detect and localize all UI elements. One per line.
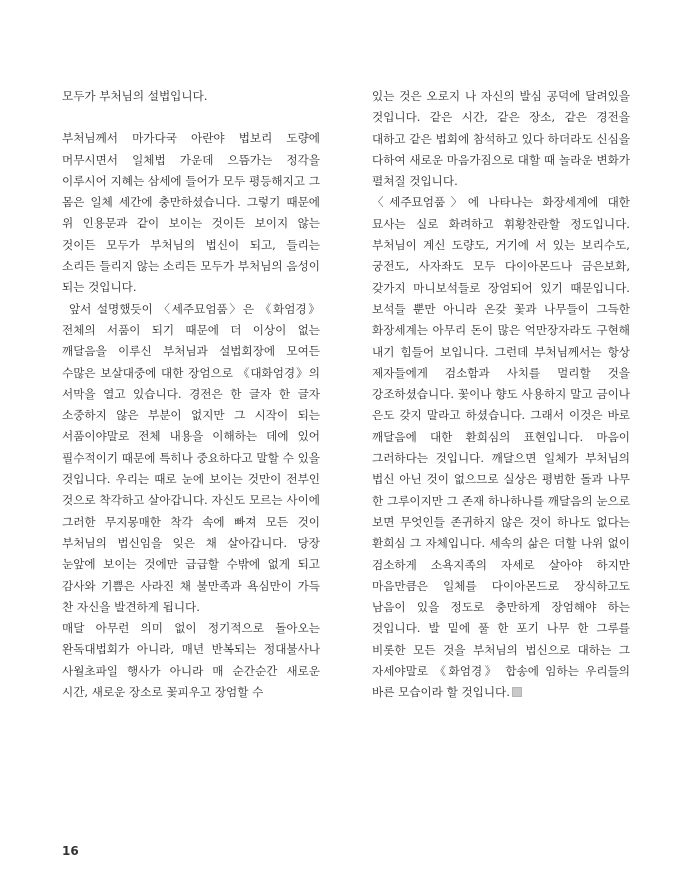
text-column-left — [62, 86, 320, 703]
paragraph-text: 〈세주묘엄품〉에 나타나는 화장세계에 대한 묘사는 실로 화려하고 휘황찬란할 정도입니다. 부처님이 계신 도량도, 거기에 서 있는 보리수도, 궁전도, 사자좌도 모두 다이아몬드나 금은보화, 갖가지 마니보석들로 장엄되어 있기 때문입니다. 보석들 뿐만 아니라 온갖 꽃과 나무들이 그득한 화장세계는 아무리 돈이 많은 억만장자라도 구현해 내기 힘들어 보입니다. 그런데 부처님께서는 항상 제자들에게 검소함과 사치를 멀리할 것을 강조하셨습니다. 꽃이나 향도 사용하지 말고 금이나 은도 갖지 말라고 하셨습니다. 그래서 이것은 바로 깨달음에 대한 환희심의 표현입니다. 마음이 그러하다는 것입니다. 깨달으면 일체가 부처님의 법신 아닌 것이 없으므로 실상은 평범한 돌과 나무 한 그루이지만 그 존재 하나하나를 깨달음의 눈으로 보면 무엇인들 존귀하지 않은 것이 하나도 없다는 환희심 그 자체입니다. 세속의 삶은 더할 나위 없이 검소하게 소욕지족의 자세로 살아야 하지만 마음만큼은 일체를 다이아몬드로 장식하고도 남음이 있을 정도로 충만하게 장엄해야 하는 것입니다. 발 밑에 풀 한 포기 나무 한 그루를 비롯한 모든 것을 부처님의 법신으로 대하는 그 자세야말로 《화엄경》 합송에 임하는 우리들의 바른 모습이라 할 것입니다. — [372, 195, 630, 700]
end-of-article-mark — [512, 687, 522, 697]
text-column-right — [372, 86, 630, 704]
paragraph: 매달 아무런 의미 없이 정기적으로 돌아오는 완독대법회가 아니라, 매년 반복되는 정대불사나 사월초파일 행사가 아니라 매 순간순간 새로운 시간, 새로운 장소로 꽃피우고 장엄할 수 — [62, 621, 320, 700]
paragraph: 앞서 설명했듯이 〈세주묘엄품〉은 《화엄경》 전체의 서품이 되기 때문에 더 이상이 없는 깨달음을 이루신 부처님과 설법회장에 모여든 수많은 보살대중에 대한 장엄으로 《대화엄경》의 서막을 열고 있습니다. 경전은 한 글자 한 글자 소중하지 않은 부분이 없지만 그 시작이 되는 서품이야말로 전체 내용을 이해하는 데에 있어 필수적이기 때문에 특히나 중요하다고 말할 수 있을 것입니다. 우리는 때로 눈에 보이는 것만이 전부인 것으로 착각하고 살아갑니다. 자신도 모르는 사이에 그러한 무지몽매한 착각 속에 빠져 모든 것이 부처님의 법신임을 잊은 채 살아갑니다. 당장 눈앞에 보이는 것에만 급급할 수밖에 없게 되고 감사와 기쁨은 사라진 채 불만족과 욕심만이 가득 찬 자신을 발견하게 됩니다. — [62, 301, 320, 614]
page-number: 16 — [62, 844, 79, 858]
paragraph: 부처님께서 마가다국 아란야 법보리 도량에 머무시면서 일체법 가운데 으뜸가는 정각을 이루시어 지혜는 삼세에 들어가 모두 평등해지고 그 몸은 일체 세간에 충만하셨습니다. 그렇기 때문에 위 인용문과 같이 보이는 것이든 보이지 않는 것이든 모두가 부처님의 법신이 되고, 들리는 소리든 들리지 않는 소리든 모두가 부처님의 음성이 되는 것입니다. — [62, 131, 320, 295]
paragraph: 모두가 부처님의 설법입니다. — [62, 89, 208, 103]
paragraph: 있는 것은 오로지 나 자신의 발심 공덕에 달려있을 것입니다. 같은 시간, 같은 장소, 같은 경전을 대하고 같은 법회에 참석하고 있다 하더라도 신심을 다하여 새로운 마음가짐으로 대할 때 놀라운 변화가 펼쳐질 것입니다. — [372, 89, 630, 189]
paragraph — [372, 192, 630, 703]
